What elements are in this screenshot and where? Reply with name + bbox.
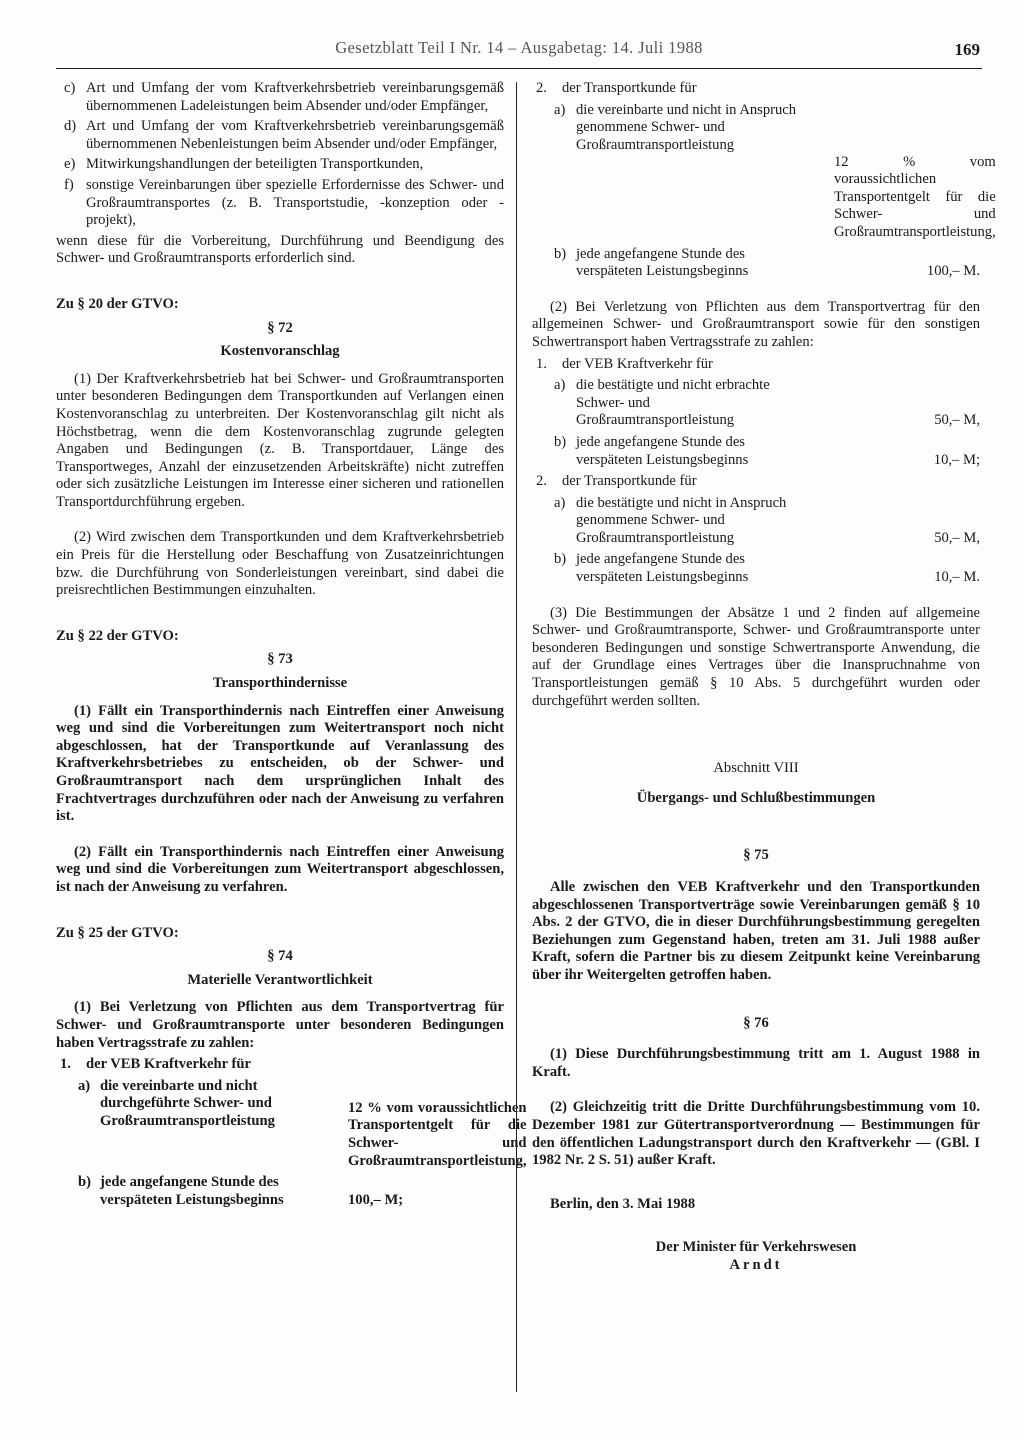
section-title: Übergangs- und Schlußbestimmungen [636, 789, 876, 806]
paragraph: (2) Wird zwischen dem Transportkunden und dem Kraftverkehrsbetrieb ein Preis für die Herstellung oder Beschaffung von Zusatzeinrichtungen bzw. die Durchführung von Sonderleistungen vereinbart, sind dabei die preisrechtlichen Bestimmungen einzuhalten. [56, 529, 504, 599]
left-column [56, 80, 527, 1209]
list-item: 1. der VEB Kraftverkehr für [536, 355, 713, 372]
place-date: Berlin, den 3. Mai 1988 [550, 1195, 696, 1212]
column-divider [516, 82, 517, 1392]
section-title: Materielle Verantwortlichkeit [187, 971, 373, 988]
paragraph: (2) Bei Verletzung von Pflichten aus dem Transportvertrag für den allgemeinen Schwer- und Großraumtransport sowie für den sonstigen Schwertransport haben Vertragsstrafe zu zahlen: [532, 298, 980, 350]
section-number: § 73 [267, 651, 293, 668]
header-title: Gesetzblatt Teil I Nr. 14 – Ausgabetag: 14. Juli 1988 [335, 38, 703, 57]
paragraph: (1) Diese Durchführungsbestimmung tritt am 1. August 1988 in Kraft. [532, 1046, 980, 1080]
list-item: c) Art und Umfang der vom Kraftverkehrsbetrieb vereinbarungsgemäß übernommenen Ladeleistungen beim Absender und/oder Empfänger, [64, 80, 504, 114]
list-item: f) sonstige Vereinbarungen über spezielle Erfordernisse des Schwer- und Großraumtransportes (z. B. Transportstudie, -konzeption oder -projekt), [64, 176, 504, 229]
page-number: 169 [954, 40, 980, 59]
list-item: 2. der Transportkunde für [536, 473, 697, 490]
paragraph: (1) Bei Verletzung von Pflichten aus dem Transportvertrag für Schwer- und Großraumtransporte unter besonderen Bedingungen haben Vertragsstrafe zu zahlen: [56, 999, 504, 1051]
section-heading: Abschnitt VIII [713, 760, 799, 777]
paragraph: (1) Der Kraftverkehrsbetrieb hat bei Schwer- und Großraumtransporten unter besonderen Bedingungen dem Transportkunden auf Verlangen einen Kostenvoranschlag zu unterbreiten. Der Kostenvoranschlag gilt nicht als Höchstbetrag, wenn die dem Kostenvoranschlag zugrunde gelegten Angaben und Bedingungen (z. B. Transportdauer, Länge des Transportweges, Anzahl der einzusetzenden Arbeitskräfte) nicht zutreffen oder sich zusätzliche Leistungen im Interesse einer sicheren und rationellen Transportdurchführung ergeben. [56, 370, 504, 510]
paragraph: (2) Fällt ein Transporthindernis nach Eintreffen einer Anweisung weg und sind die Vorbereitungen zum Weitertransport abgeschlossen, ist nach der Anweisung zu verfahren. [56, 843, 504, 895]
paragraph: Alle zwischen den VEB Kraftverkehr und den Transportkunden abgeschlossenen Transportverträge sowie Vereinbarungen gemäß § 10 Abs. 2 der GTVO, die in dieser Durchführungsbestimmung geregelten Beziehungen zum Gegenstand haben, treten am 31. Juli 1988 außer Kraft, sofern die Partner bis zu diesem Zeitpunkt keine Vereinbarung über ihr Weitergelten getroffen haben. [532, 879, 980, 983]
list-item: d) Art und Umfang der vom Kraftverkehrsbetrieb vereinbarungsgemäß übernommenen Nebenleistungen beim Absender und/oder Empfänger, [64, 118, 504, 152]
reference-heading: Zu § 22 der GTVO: [56, 627, 179, 644]
paragraph: (3) Die Bestimmungen der Absätze 1 und 2 finden auf allgemeine Schwer- und Großraumtransporte, Schwer- und Großraumtransporte unter besonderen Bedingungen und sonstige Schwertransporte Anwendung, die auf der Grundlage eines Vertrages über die Inanspruchnahme von Transportleistungen gemäß § 10 Abs. 5 durchgeführt wurden oder durchgeführt werden sollten. [532, 604, 980, 709]
list-item: a) die bestätigte und nicht in Anspruch genommene Schwer- und Großraumtransportleistung 50,– M, [554, 494, 980, 546]
paragraph: wenn diese für die Vorbereitung, Durchführung und Beendigung des Schwer- und Großraumtransports erforderlich sind. [56, 232, 504, 267]
paragraph: (2) Gleichzeitig tritt die Dritte Durchführungsbestimmung vom 10. Dezember 1981 zur Gütertransportverordnung — Bestimmungen für den öffentlichen Ladungstransport durch den Kraftverkehr — (GBl. I 1982 Nr. 2 S. 51) außer Kraft. [532, 1099, 980, 1169]
section-title: Transporthindernisse [212, 675, 348, 692]
section-number: § 74 [267, 948, 293, 965]
list-item: 2. der Transportkunde für [536, 80, 697, 96]
list-item: b) jede angefangene Stunde des verspäteten Leistungsbeginns 10,– M. [554, 551, 980, 586]
list-item: e) Mitwirkungshandlungen der beteiligten Transportkunden, [64, 156, 424, 173]
list-item: b) jede angefangene Stunde des verspäteten Leistungsbeginns 10,– M; [554, 433, 980, 468]
list-item: b) jede angefangene Stunde des verspäteten Leistungsbeginns 100,– M; [78, 1174, 404, 1208]
section-number: § 72 [267, 319, 293, 336]
paragraph: (1) Fällt ein Transporthindernis nach Eintreffen einer Anweisung weg und sind die Vorbereitungen zum Weitertransport noch nicht abgeschlossen, hat der Transportkunde auf Veranlassung des Kraftverkehrsbetriebes zu entscheiden, ob der Schwer- und Großraumtransport nach dem ursprünglichen Inhalt des Frachtvertrages durchzuführen oder nach der Anweisung zu verfahren ist. [56, 702, 504, 825]
list-item: 1. der VEB Kraftverkehr für [60, 1056, 251, 1073]
signer-title: Der Minister für Verkehrswesen [655, 1239, 857, 1256]
right-column [532, 80, 996, 1275]
list-item: a) die vereinbarte und nicht durchgeführte Schwer- und Großraumtransportleistung 12 % vom voraussichtlichen Transportentgelt für die Schwer- und Großraumtransportleistung, [78, 1077, 527, 1169]
list-item: a) die bestätigte und nicht erbrachte Schwer- und Großraumtransportleistung 50,– M, [554, 377, 980, 429]
list-item: b) jede angefangene Stunde des verspäteten Leistungsbeginns 100,– M. [554, 245, 980, 280]
section-number: § 75 [743, 847, 769, 864]
list-item: a) die vereinbarte und nicht in Anspruch genommene Schwer- und Großraumtransportleistung 12 % vom voraussichtlichen Transportentgelt für die Schwer- und Großraumtransportleistung, [554, 101, 996, 240]
reference-heading: Zu § 25 der GTVO: [56, 924, 179, 941]
reference-heading: Zu § 20 der GTVO: [56, 295, 179, 312]
section-title: Kostenvoranschlag [220, 343, 340, 360]
page-header [56, 32, 982, 69]
section-number: § 76 [743, 1014, 769, 1031]
signer-name: Arndt [729, 1256, 783, 1273]
